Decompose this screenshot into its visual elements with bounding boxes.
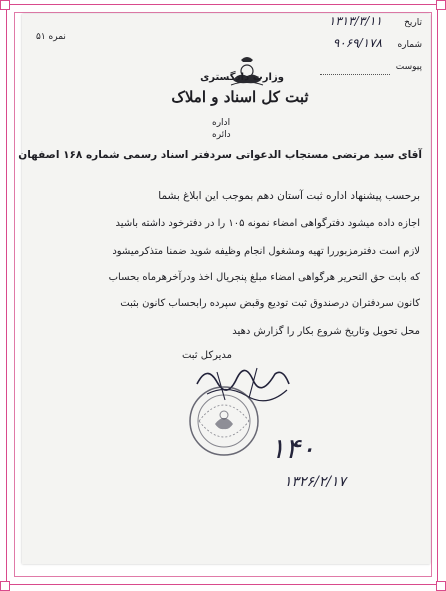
corner-ornament-top-right: [436, 0, 446, 10]
number-label: شماره: [397, 40, 422, 50]
date-label: تاریخ: [404, 18, 422, 28]
reference-number: ۱۴۰: [270, 432, 316, 465]
ministry-title: وزارت دادگستری: [200, 72, 284, 83]
body-line: برحسب پیشنهاد اداره ثبت آستان دهم بموجب این ابلاغ بشما: [158, 190, 420, 202]
circle-label: دائره: [212, 130, 231, 140]
attachment-label: پیوست: [395, 62, 422, 72]
number-value: ۹۰۶۹/۱۷۸: [332, 36, 382, 50]
official-seal-stamp-icon: [187, 384, 261, 458]
corner-ornament-top-left: [0, 0, 10, 10]
body-line: که بابت حق التحریر هرگواهی امضاء مبلغ پنجریال اخذ ودرآخرهرماه بحساب: [108, 272, 420, 283]
body-line: لازم است دفترمزبوررا تهیه ومشغول انجام وظیفه شوید ضمنا متذکرمیشود: [112, 246, 420, 257]
body-line: اجازه داده میشود دفترگواهی امضاء نمونه ۱۰۵ را در دفترخود داشته باشید: [115, 218, 420, 229]
corner-ornament-bottom-left: [0, 581, 10, 591]
form-number: نمره ۵۱: [36, 32, 66, 42]
document-sheet: [18, 14, 430, 564]
office-label: اداره: [212, 118, 231, 128]
footer-date: ۱۳۲۶/۲/۱۷: [284, 474, 347, 490]
corner-ornament-bottom-right: [436, 581, 446, 591]
body-line: محل تحویل وتاریخ شروع بکار را گزارش دهید: [232, 326, 420, 337]
department-title: ثبت کل اسناد و املاک: [171, 88, 309, 106]
salutation: آقای سید مرتضی مستجاب الدعواتی سردفتر اسناد رسمی شماره ۱۶۸ اصفهان: [18, 149, 422, 161]
date-value: ۱۳۱۳/۳/۱۱: [328, 14, 382, 28]
body-line: کانون سردفتران درصندوق ثبت تودیع وقبض سپرده رابحساب کانون بثبت: [120, 298, 420, 309]
signature-title: مدیرکل ثبت: [181, 350, 233, 361]
attachment-line: [320, 64, 390, 75]
